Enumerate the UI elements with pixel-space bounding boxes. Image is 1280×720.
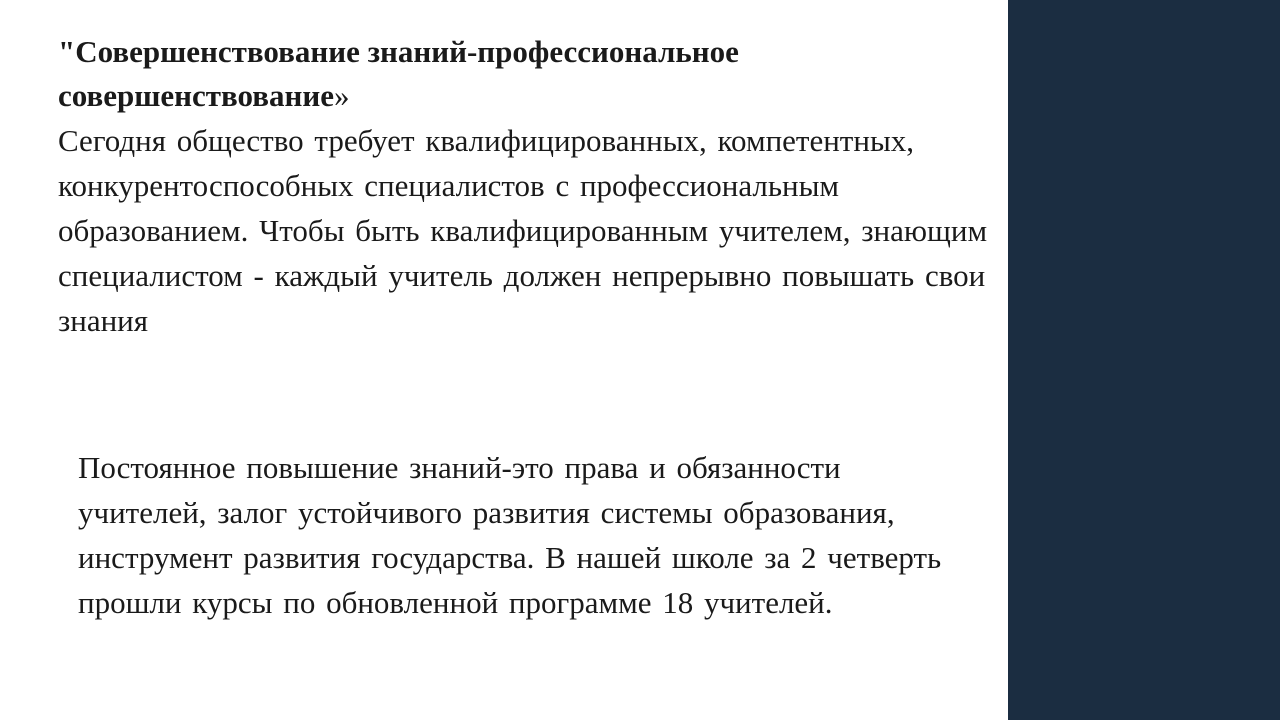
paragraph-courses: Постоянное повышение знаний-это права и обязанности учителей, залог устойчивого развития системы образования, инструмент развития государства. В нашей школе за 2 четверть прошли курсы по обновленной программе 18 учителей. <box>78 450 942 620</box>
slide-title-bold: "Совершенствование знаний-профессиональное совершенствование <box>58 34 739 113</box>
top-text-block <box>58 30 993 343</box>
paragraph-intro: Сегодня общество требует квалифицированных, компетентных, конкурентоспособных специалистов с профессиональным образованием. Чтобы быть квалифицированным учителем, знающим специалистом - каждый учитель должен непрерывно повышать свои знания <box>58 123 988 338</box>
bottom-text-block <box>78 445 958 625</box>
slide-title <box>58 30 993 118</box>
slide-title-closing-quote: » <box>334 78 350 113</box>
decorative-side-panel <box>1008 0 1280 720</box>
